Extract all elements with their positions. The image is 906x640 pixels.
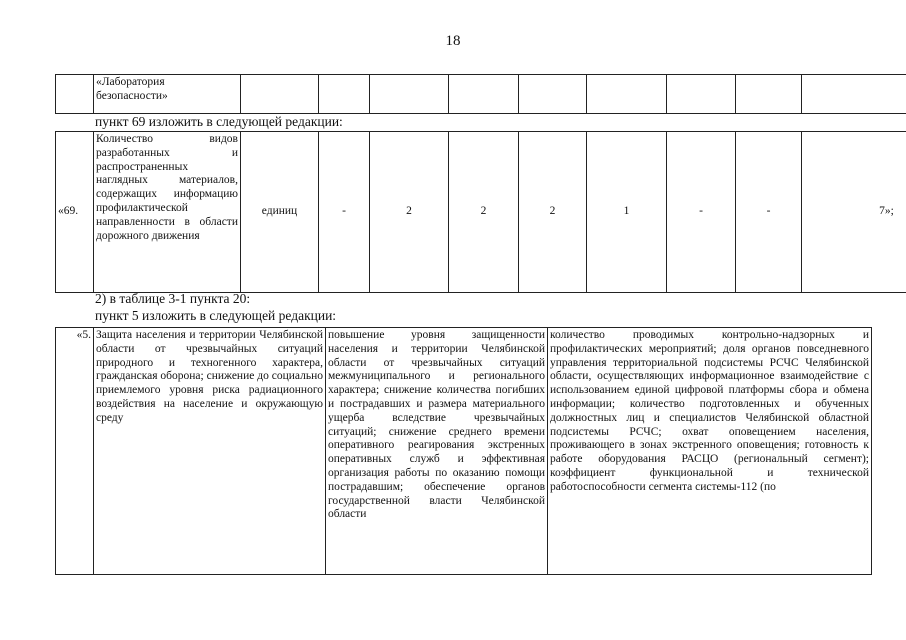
value-cell xyxy=(370,75,449,114)
value-cell xyxy=(587,75,667,114)
value-cell: 1 xyxy=(587,132,667,293)
instruction-item-5: пункт 5 изложить в следующей редакции: xyxy=(95,308,337,323)
table-fragment-item-5 xyxy=(55,327,872,575)
table-row xyxy=(56,75,906,114)
indicator-name-cell: Количество видов разработанных и распространенных наглядных материалов, содержащих информацию профилактической направленности в области дорожного движения xyxy=(94,132,241,293)
instruction-item-69: пункт 69 изложить в следующей редакции: xyxy=(95,114,343,129)
table-row xyxy=(56,132,906,293)
row-number-cell: «5. xyxy=(56,328,94,575)
value-cell: - xyxy=(319,132,370,293)
value-cell: 2 xyxy=(519,132,587,293)
expected-results-cell: повышение уровня защищенности населения и территории Челябинской области от чрезвычайных ситуаций межмуниципального и регионального характера; снижение количества погибших и пострадавших и размера материального ущерба вследствие чрезвычайных ситуаций; снижение среднего времени оперативного реагирования экстренных оперативных служб и эффективная организация работы по оказанию помощи пострадавшим; обеспечение органов государственной власти Челябинской области xyxy=(326,328,548,575)
page-number: 18 xyxy=(445,33,461,49)
unit-cell xyxy=(241,75,319,114)
value-cell: - xyxy=(736,132,802,293)
row-number-cell xyxy=(56,75,94,114)
value-cell xyxy=(667,75,736,114)
value-cell: 2 xyxy=(370,132,449,293)
value-cell: 7»; xyxy=(802,132,906,293)
value-cell: - xyxy=(667,132,736,293)
table-fragment-item-69 xyxy=(55,131,906,293)
table-row xyxy=(56,328,872,575)
instruction-table-3-1: 2) в таблице 3-1 пункта 20: xyxy=(95,291,251,306)
row-number-cell: «69. xyxy=(56,132,94,293)
goal-cell: Защита населения и территории Челябинской области от чрезвычайных ситуаций природного и техногенного характера, гражданская оборона; снижение до социально приемлемого уровня риска радиационного воздействия на население и окружающую среду xyxy=(94,328,326,575)
value-cell xyxy=(519,75,587,114)
value-cell xyxy=(802,75,906,114)
indicator-name-cell: «Лаборатория безопасности» xyxy=(94,75,241,114)
value-cell xyxy=(736,75,802,114)
value-cell xyxy=(449,75,519,114)
value-cell: 2 xyxy=(449,132,519,293)
unit-cell: единиц xyxy=(241,132,319,293)
indicators-cell: количество проводимых контрольно-надзорных и профилактических мероприятий; доля органов повседневного управления территориальной подсистемы РСЧС Челябинской области, осуществляющих информационное взаимодействие с использованием единой цифровой платформы сбора и обмена информации; количество подготовленных и обученных должностных лиц и специалистов Челябинской областной подсистемы РСЧС; охват оповещением населения, проживающего в зонах экстренного оповещения; готовность к работе оборудования РАСЦО (региональный сегмент); коэффициент функциональной и технической работоспособности сегмента системы-112 (по xyxy=(548,328,872,575)
table-fragment-laboratory xyxy=(55,74,906,114)
value-cell xyxy=(319,75,370,114)
